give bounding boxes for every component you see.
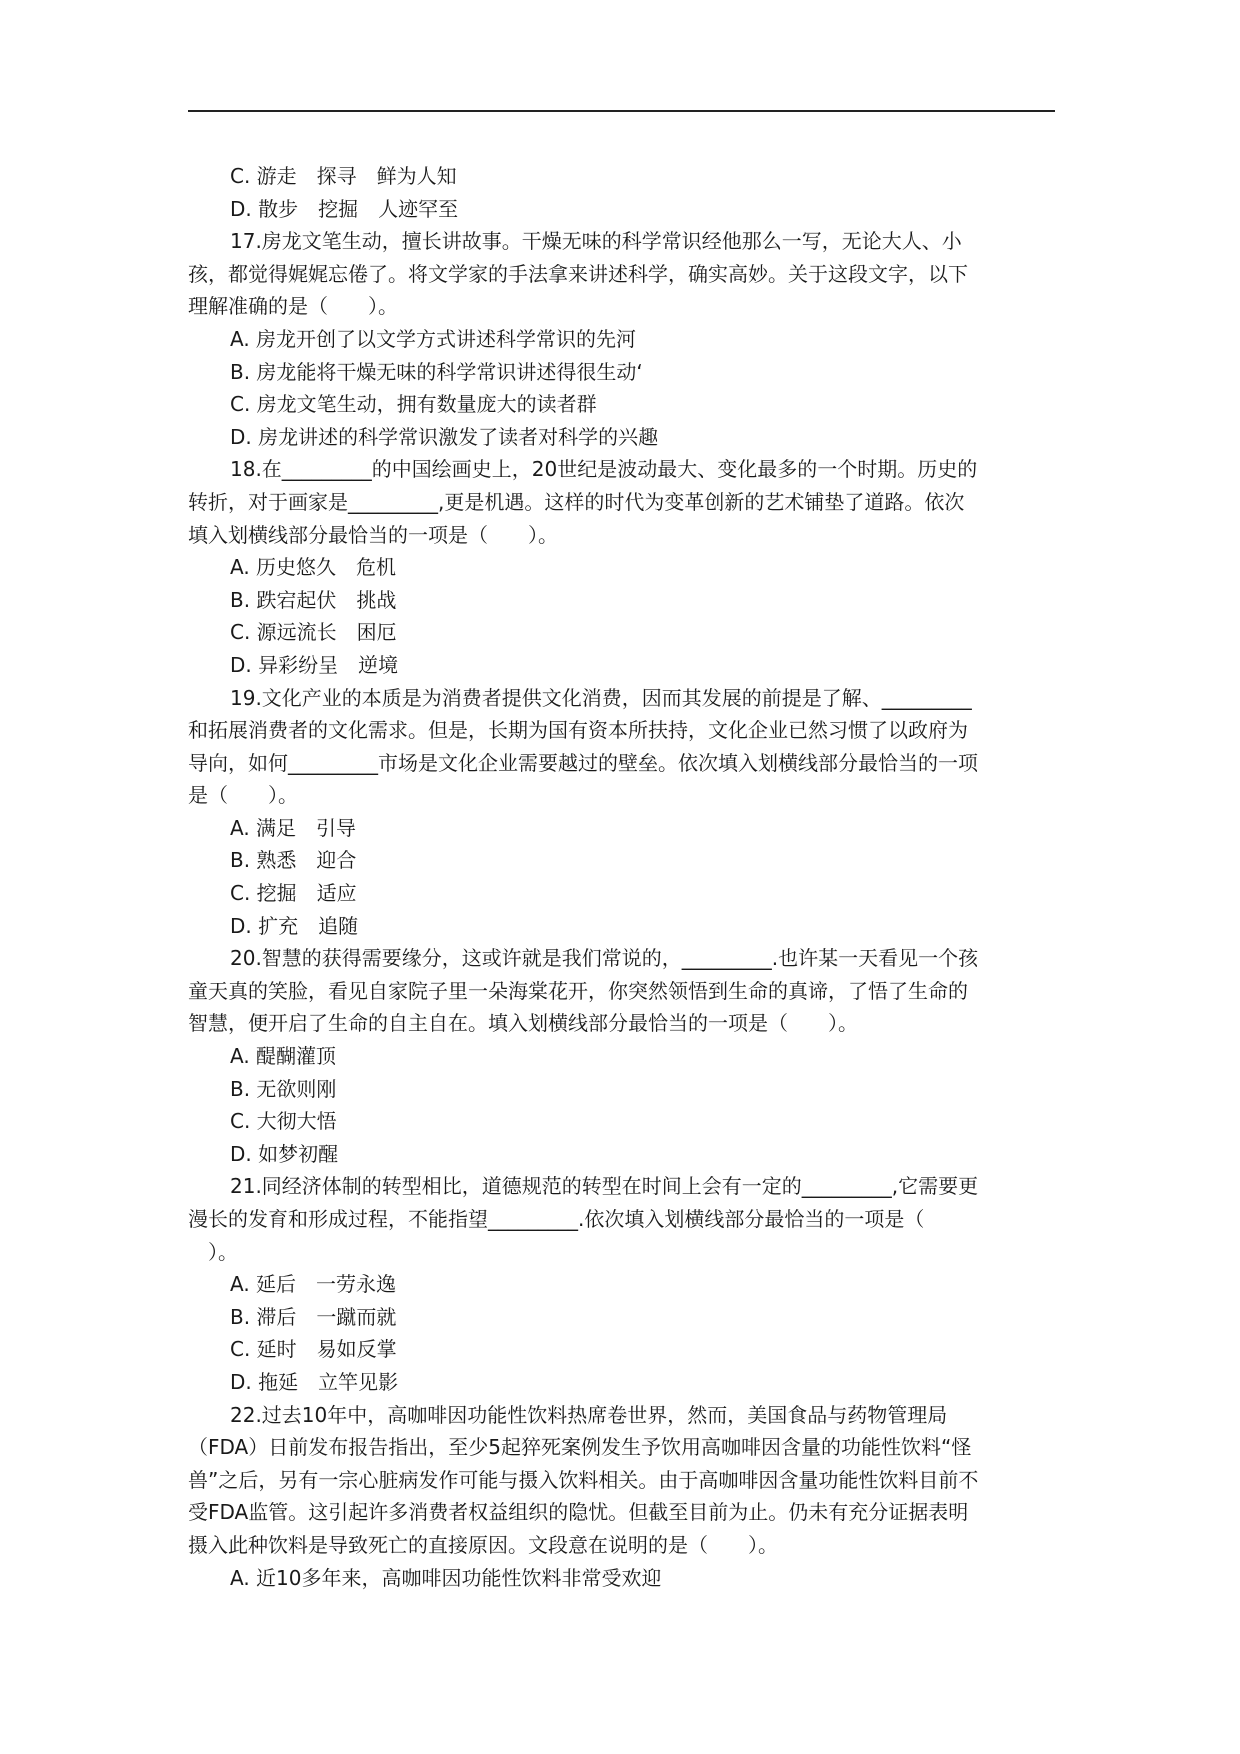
answer-option: D. 如梦初醒: [230, 1141, 339, 1166]
answer-option: B. 滞后 一蹴而就: [230, 1304, 397, 1329]
question-text-line: 18.在_________的中国绘画史上，20世纪是波动最大、变化最多的一个时期。历史的: [230, 457, 978, 482]
answer-option: B. 熟悉 迎合: [230, 848, 357, 873]
answer-option: C. 游走 探寻 鲜为人知: [230, 164, 457, 188]
answer-option: B. 无欲则刚: [230, 1076, 337, 1101]
question-text-line: 20.智慧的获得需要缘分，这或许就是我们常说的，_________.也许某一天看见一个孩: [230, 946, 979, 971]
answer-option: C. 源远流长 困厄: [230, 620, 397, 645]
question-text-line: 是（ ）。: [188, 783, 298, 808]
question-text-line: 21.同经济体制的转型相比，道德规范的转型在时间上会有一定的_________,它需要更: [230, 1174, 979, 1199]
question-text-line: 兽”之后，另有一宗心脏病发作可能与摄入饮料相关。由于高咖啡因含量功能性饮料目前不: [188, 1467, 979, 1492]
question-text-line: 17.房龙文笔生动，擅长讲故事。干燥无味的科学常识经他那么一写，无论大人、小: [230, 229, 962, 254]
answer-option: B. 跌宕起伏 挑战: [230, 587, 397, 612]
answer-option: A. 延后 一劳永逸: [230, 1272, 397, 1297]
question-text-line: 理解准确的是（ ）。: [188, 294, 398, 319]
answer-option: D. 房龙讲述的科学常识激发了读者对科学的兴趣: [230, 424, 659, 449]
answer-option: A. 满足 引导: [230, 815, 357, 840]
answer-option: B. 房龙能将干燥无味的科学常识讲述得很生动‘: [230, 359, 643, 384]
question-text-line: 和拓展消费者的文化需求。但是，长期为国有资本所扶持，文化企业已然习惯了以政府为: [188, 718, 968, 743]
page-body: [188, 160, 1055, 1594]
question-text-line: ）。: [188, 1239, 238, 1264]
answer-option: C. 大彻大悟: [230, 1109, 337, 1134]
answer-option: D. 散步 挖掘 人迹罕至: [230, 196, 459, 221]
answer-option: D. 扩充 追随: [230, 913, 359, 938]
question-text-line: 22.过去10年中，高咖啡因功能性饮料热席卷世界，然而，美国食品与药物管理局: [230, 1402, 948, 1427]
answer-option: A. 历史悠久 危机: [230, 555, 397, 580]
question-text-line: 童天真的笑脸，看见自家院子里一朵海棠花开，你突然领悟到生命的真谛，了悟了生命的: [188, 978, 968, 1003]
header-rule: [188, 110, 1055, 112]
answer-option: A. 房龙开创了以文学方式讲述科学常识的先河: [230, 326, 637, 351]
question-text-line: 导向，如何_________市场是文化企业需要越过的壁垒。依次填入划横线部分最恰当的一项: [188, 750, 978, 775]
question-text-line: （FDA）日前发布报告指出，至少5起猝死案例发生予饮用高咖啡因含量的功能性饮料“怪: [188, 1435, 972, 1460]
question-text-line: 孩，都觉得娓娓忘倦了。将文学家的手法拿来讲述科学，确实高妙。关于这段文字，以下: [188, 261, 968, 286]
answer-option: D. 拖延 立竿见影: [230, 1369, 399, 1394]
question-text-line: 填入划横线部分最恰当的一项是（ ）。: [188, 522, 558, 547]
question-text-line: 受FDA监管。这引起许多消费者权益组织的隐忧。但截至目前为止。仍未有充分证据表明: [188, 1500, 969, 1525]
question-text-line: 漫长的发育和形成过程，不能指望_________.依次填入划横线部分最恰当的一项是（: [188, 1207, 925, 1231]
answer-option: A. 醍醐灌顶: [230, 1044, 337, 1069]
answer-option: C. 挖掘 适应: [230, 881, 357, 906]
answer-option: C. 房龙文笔生动，拥有数量庞大的读者群: [230, 392, 597, 417]
answer-option: A. 近10多年来，高咖啡因功能性饮料非常受欢迎: [230, 1565, 662, 1590]
question-text-line: 摄入此种饮料是导致死亡的直接原因。文段意在说明的是（ ）。: [188, 1532, 778, 1557]
question-text-line: 转折，对于画家是_________,更是机遇。这样的时代为变革创新的艺术铺垫了道路。依次: [188, 489, 965, 514]
question-text-line: 智慧，便开启了生命的自主自在。填入划横线部分最恰当的一项是（ ）。: [188, 1011, 858, 1036]
answer-option: C. 延时 易如反掌: [230, 1337, 397, 1362]
question-text-line: 19.文化产业的本质是为消费者提供文化消费，因而其发展的前提是了解、_________: [230, 685, 972, 710]
answer-option: D. 异彩纷呈 逆境: [230, 652, 399, 677]
